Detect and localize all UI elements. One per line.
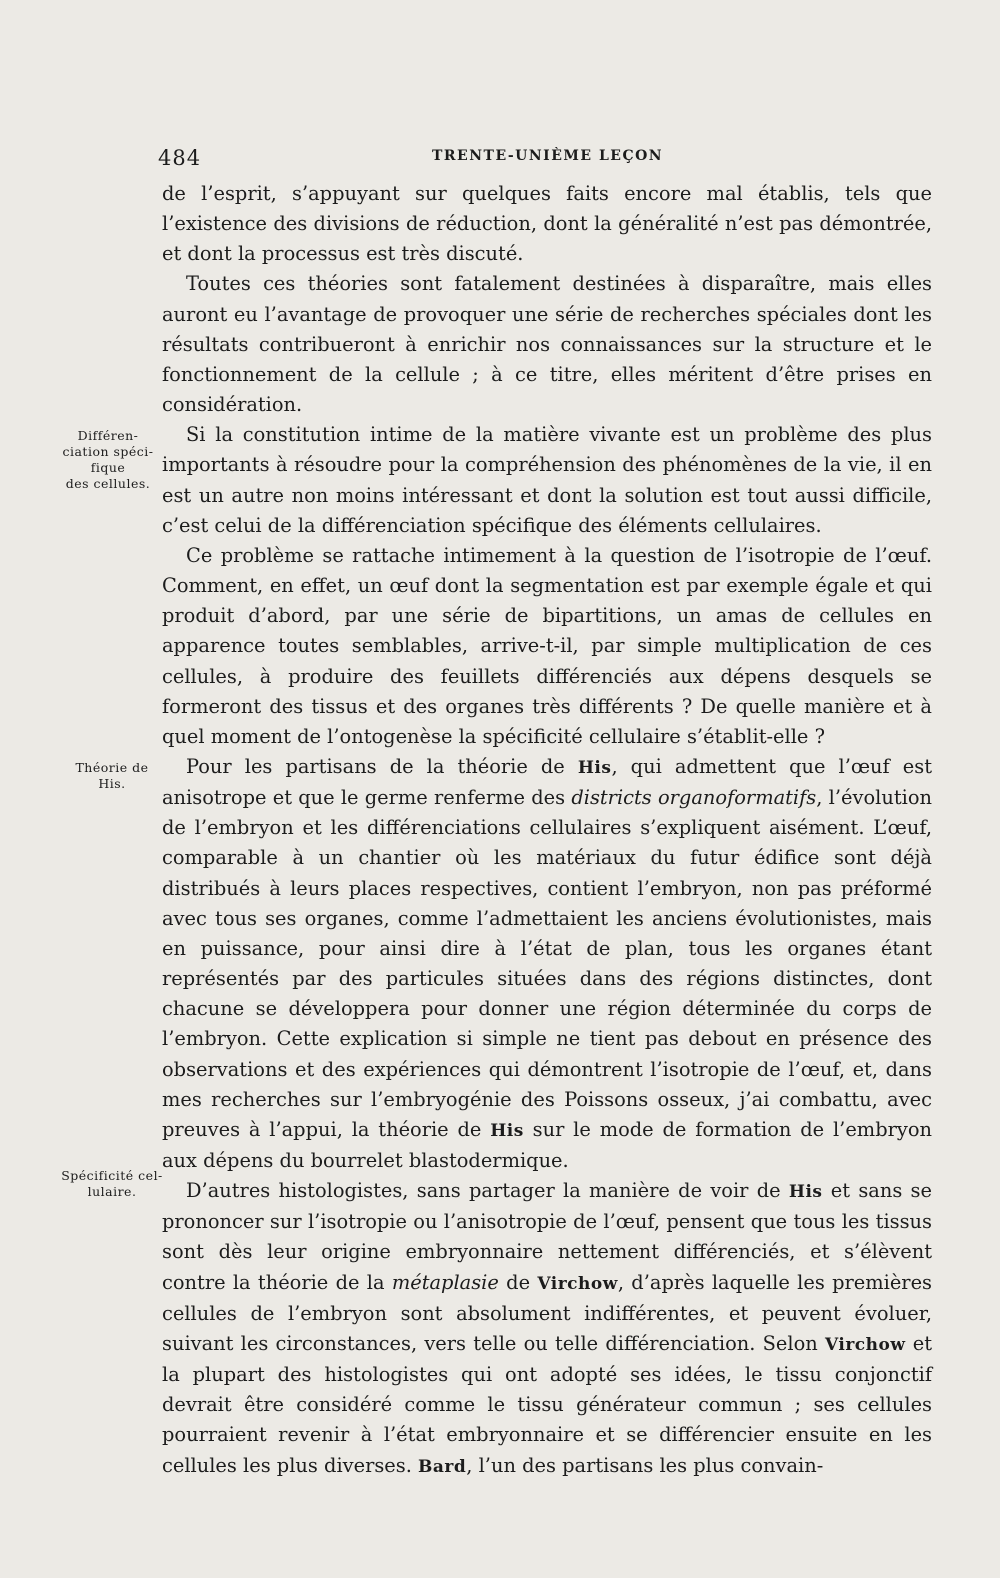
paragraph-5 xyxy=(162,752,932,1176)
text-run: , qui admettent que l’œuf est anisotrope et que le germe renferme des xyxy=(162,754,932,810)
author-name-his: His xyxy=(788,1182,823,1203)
author-name-virchow: Virchow xyxy=(825,1334,906,1355)
text-run: de xyxy=(498,1270,538,1294)
italic-term: districts organoformatifs xyxy=(571,786,817,810)
margin-note-text: Théorie de His. xyxy=(75,760,149,791)
page-number: 484 xyxy=(158,146,202,170)
author-name-his: His xyxy=(577,757,612,778)
text-run: D’autres histologistes, sans partager la manière de voir de xyxy=(186,1179,789,1203)
margin-note-specificite xyxy=(60,1168,164,1200)
text-run: et la plupart des histologistes qui ont adopté ses idées, le tissu conjonctif devrait être considéré comme le tissu générateur commun ; ses cellules pourraient revenir à l’état embryonnaire et se différencier ensuite en les cellules les plus diverses. xyxy=(162,1331,932,1477)
paragraph-1: de l’esprit, s’appuyant sur quelques faits encore mal établis, tels que l’existence des divisions de réduction, dont la généralité n’est pas démontrée, et dont la processus est très discuté. xyxy=(162,182,932,266)
body-text xyxy=(162,179,932,1482)
text-run: , l’évolution de l’embryon et les différenciations cellulaires s’expliquent aisément. L’œuf, comparable à un chantier où les matériaux du futur édifice sont déjà distribués à leurs places respectives, contient l’embryon, non pas préformé avec tous ses organes, comme l’admettaient les anciens évolutionistes, mais en puissance, pour ainsi dire à l’état de plan, tous les organes étant représentés par des particules situées dans des régions distinctes, dont chacune se développera pour donner une région déterminée du corps de l’embryon. Cette explication si simple ne tient pas debout en présence des observations et des expériences qui démontrent l’isotropie de l’œuf, et, dans mes recherches sur l’embryogénie des Poissons osseux, j’ai combattu, avec preuves à l’appui, la théorie de xyxy=(162,786,932,1141)
italic-term: métaplasie xyxy=(391,1270,499,1294)
text-run: et sans se prononcer sur l’isotropie ou l’anisotropie de l’œuf, pensent que tous les tissus sont dès leur origine embryonnaire nettement différenciés, et s’élèvent contre la théorie de la xyxy=(162,1179,932,1294)
text-run: Pour les partisans de la théorie de xyxy=(186,754,578,778)
margin-note-theorie-his xyxy=(60,760,164,792)
paragraph-3: Si la constitution intime de la matière vivante est un problème des plus importants à résoudre pour la compréhension des phénomènes de la vie, il en est un autre non moins intéressant et dont la solution est tout aussi difficile, c’est celui de la différenciation spécifique des éléments cellulaires. xyxy=(162,423,932,537)
author-name-virchow: Virchow xyxy=(537,1273,618,1294)
margin-note-text: Spécificité cel- lulaire. xyxy=(61,1168,163,1199)
author-name-bard: Bard xyxy=(418,1456,467,1477)
margin-note-differenciation xyxy=(56,428,160,492)
text-run: , d’après laquelle les premières cellules de l’embryon sont absolument indifférentes, et peuvent évoluer, suivant les circonstances, vers telle ou telle différenciation. Selon xyxy=(162,1270,932,1355)
text-run: sur le mode de formation de l’embryon aux dépens du bourrelet blastodermique. xyxy=(162,1117,932,1172)
running-head: TRENTE-UNIÈME LEÇON xyxy=(432,148,664,164)
author-name-his: His xyxy=(490,1120,524,1141)
paragraph-2: Toutes ces théories sont fatalement destinées à disparaître, mais elles auront eu l’avantage de provoquer une série de recherches spéciales dont les résultats contribueront à enrichir nos connaissances sur la structure et le fonctionnement de la cellule ; à ce titre, elles méritent d’être prises en considération. xyxy=(162,272,932,417)
text-run: , l’un des partisans les plus convain- xyxy=(466,1453,824,1477)
paragraph-4: Ce problème se rattache intimement à la question de l’isotropie de l’œuf. Comment, en effet, un œuf dont la segmentation est par exemple égale et qui produit d’abord, par une série de bipartitions, un amas de cellules en apparence toutes semblables, arrive-t-il, par simple multiplication de ces cellules, à produire des feuillets différenciés aux dépens desquels se formeront des tissus et des organes très différents ? De quelle manière et à quel moment de l’ontogenèse la spécificité cellulaire s’établit-elle ? xyxy=(162,543,932,748)
paragraph-6 xyxy=(162,1176,932,1482)
margin-note-text: Différen- ciation spéci- fique des cellules. xyxy=(62,428,154,491)
